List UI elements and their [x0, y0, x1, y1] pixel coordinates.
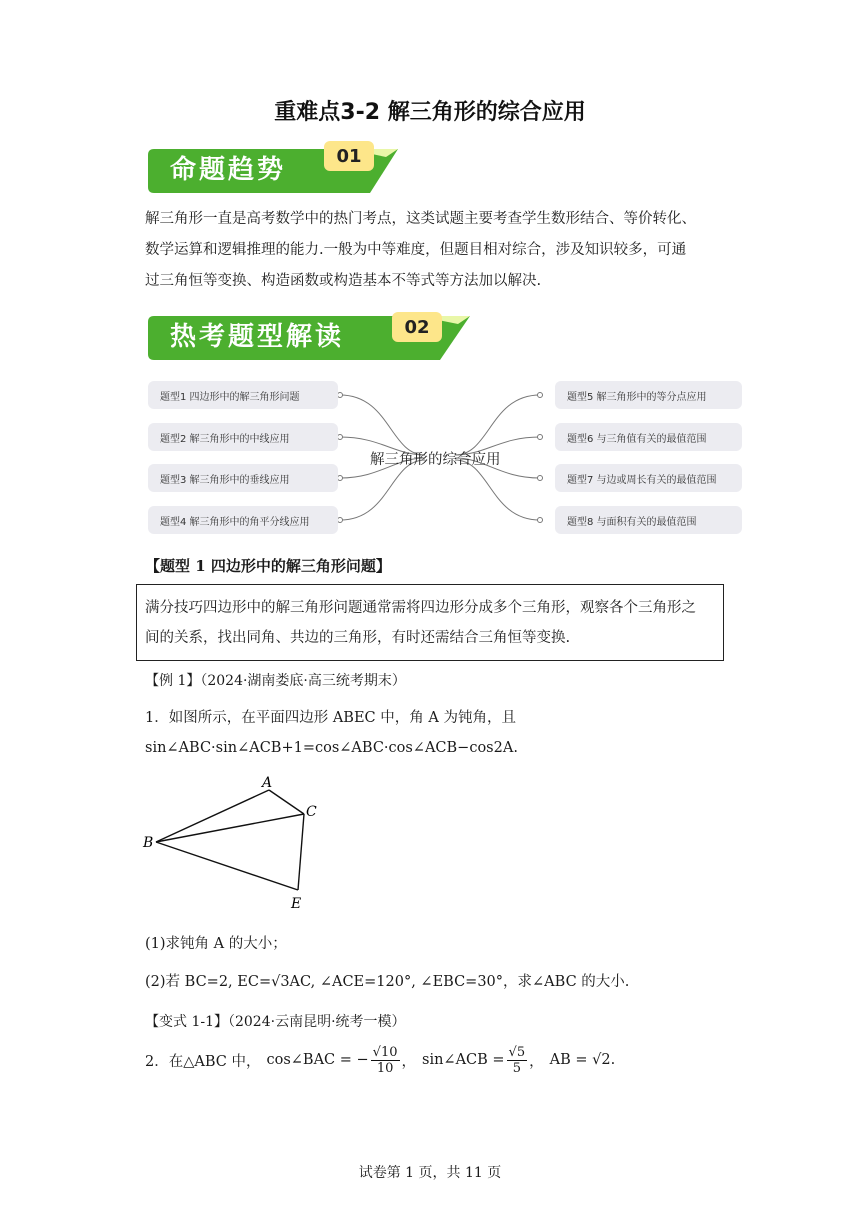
page-title: 重难点3-2 解三角形的综合应用	[274, 100, 586, 125]
vertex-label-a: A	[262, 775, 273, 791]
vertex-label-e: E	[291, 896, 302, 912]
question-1-part2: (2)若 BC=2, EC=√3AC, ∠ACE=120°, ∠EBC=30°，求∠ABC 的大小.	[145, 974, 630, 990]
example-tag: 【例 1】（2024·湖南娄底·高三统考期末）	[145, 673, 406, 689]
question-1-equation: sin∠ABC·sin∠ACB+1=cos∠ABC·cos∠ACB−cos2A.	[145, 740, 518, 756]
page-footer: 试卷第 1 页，共 11 页	[358, 1165, 502, 1181]
quadrilateral-figure	[138, 770, 338, 920]
tips-line: 间的关系，找出同角、共边的三角形，有时还需结合三角恒等变换.	[145, 630, 571, 646]
mindmap-node-type4: 题型4 解三角形中的角平分线应用	[148, 506, 338, 534]
sin-fraction-denominator: 5	[512, 1060, 521, 1076]
banner-number-badge: 02	[392, 312, 442, 342]
mindmap-node-type6: 题型6 与三角值有关的最值范围	[555, 423, 742, 451]
sentence-end: .	[610, 1052, 616, 1068]
question-2-prefix: 2．在△ABC 中，	[145, 1053, 261, 1070]
intro-line: 数学运算和逻辑推理的能力.一般为中等难度，但题目相对综合，涉及知识较多，可通	[145, 242, 687, 258]
cos-fraction-denominator: 10	[376, 1060, 394, 1076]
tips-box	[136, 584, 724, 661]
tips-line: 满分技巧四边形中的解三角形问题通常需将四边形分成多个三角形，观察各个三角形之	[145, 600, 696, 616]
sin-fraction-numerator: √5	[508, 1044, 526, 1060]
question-1-part1: (1)求钝角 A 的大小；	[145, 936, 287, 952]
intro-line: 过三角恒等变换、构造函数或构造基本不等式等方法加以解决.	[145, 273, 542, 289]
section-banner-trend	[148, 145, 408, 197]
mindmap-node-type1: 题型1 四边形中的解三角形问题	[148, 381, 338, 409]
ab-expression: AB = √2	[549, 1052, 611, 1068]
section-banner-hot-types	[148, 312, 478, 364]
cos-fraction-numerator: √10	[372, 1044, 398, 1060]
mindmap-node-type7: 题型7 与边或周长有关的最值范围	[555, 464, 742, 492]
mindmap-node-type8: 题型8 与面积有关的最值范围	[555, 506, 742, 534]
mindmap-node-type5: 题型5 解三角形中的等分点应用	[555, 381, 742, 409]
cos-fraction	[371, 1045, 400, 1076]
separator: ，	[401, 1053, 416, 1070]
sin-expression: sin∠ACB =	[422, 1052, 505, 1068]
banner-number-badge: 01	[324, 141, 374, 171]
cos-expression: cos∠BAC = −	[266, 1052, 369, 1068]
vertex-label-b: B	[143, 835, 154, 851]
separator: ，	[529, 1053, 544, 1070]
banner-label: 热考题型解读	[170, 322, 345, 352]
vertex-label-c: C	[306, 804, 317, 820]
section-heading-type1: 【题型 1 四边形中的解三角形问题】	[145, 557, 391, 575]
intro-line: 解三角形一直是高考数学中的热门考点，这类试题主要考查学生数形结合、等价转化、	[145, 211, 696, 227]
variant-tag: 【变式 1-1】（2024·云南昆明·统考一模）	[145, 1014, 406, 1030]
intro-paragraph	[145, 204, 720, 297]
banner-label: 命题趋势	[170, 155, 287, 185]
mindmap-node-type2: 题型2 解三角形中的中线应用	[148, 423, 338, 451]
question-1-stem: 1．如图所示，在平面四边形 ABEC 中，角 A 为钝角，且	[145, 710, 516, 726]
question-2	[145, 1038, 615, 1082]
sin-fraction	[507, 1045, 528, 1076]
mindmap-center: 解三角形的综合应用	[370, 452, 501, 468]
mindmap-node-type3: 题型3 解三角形中的垂线应用	[148, 464, 338, 492]
